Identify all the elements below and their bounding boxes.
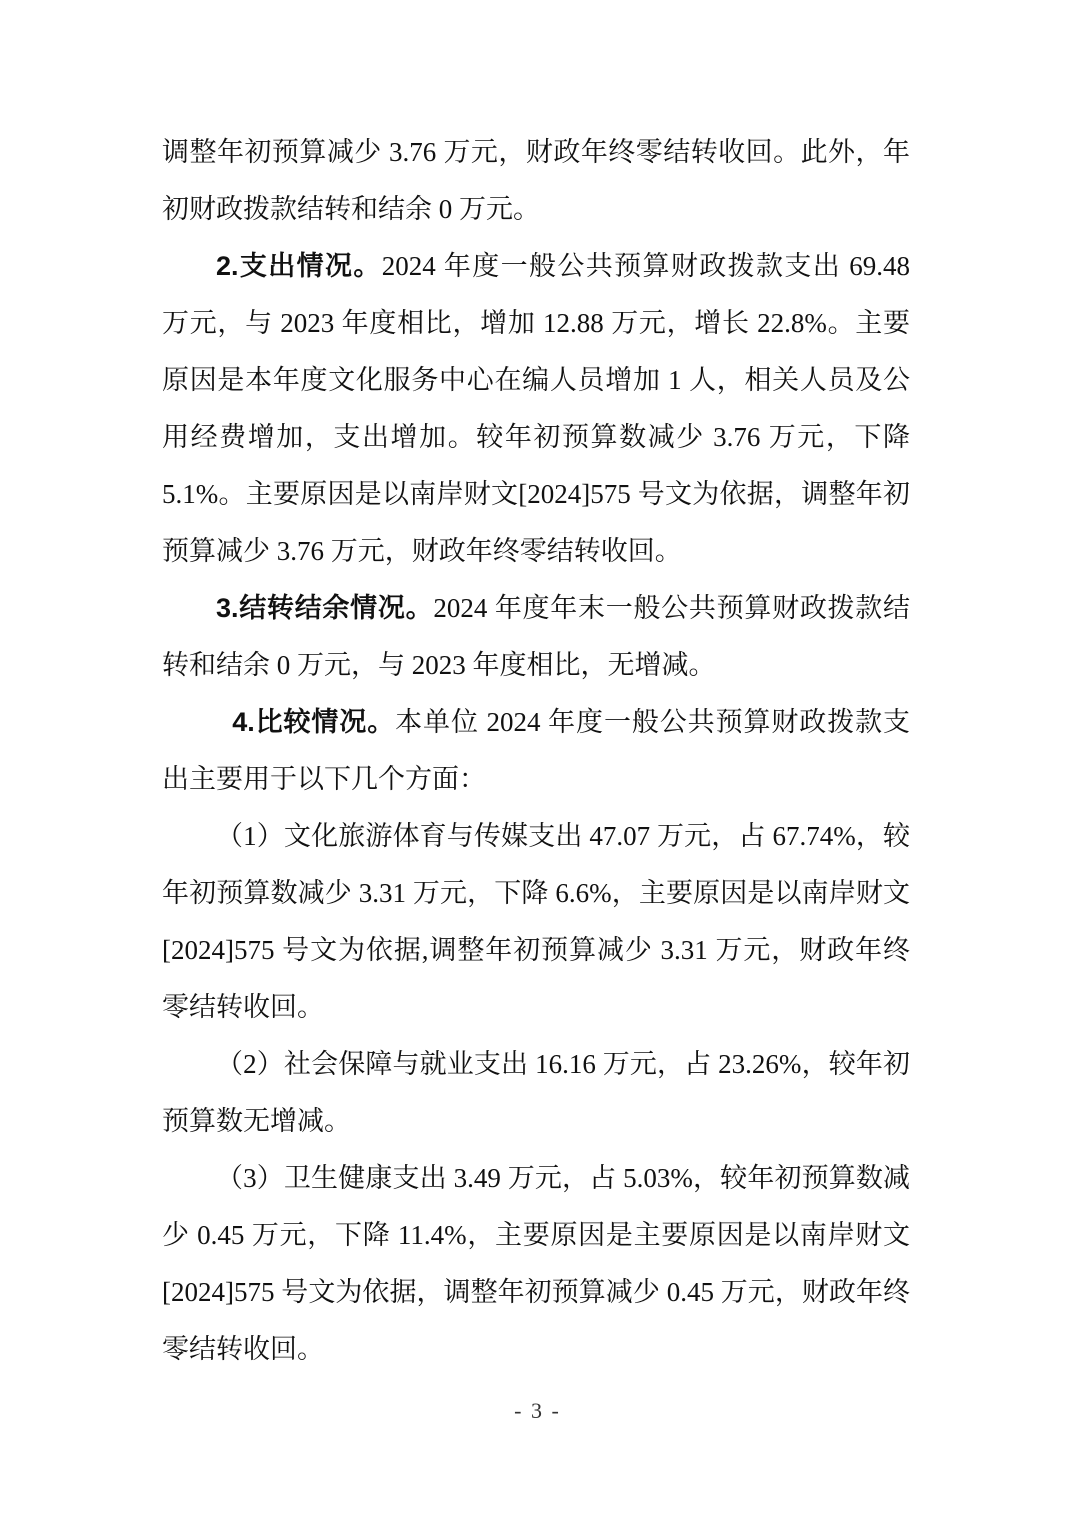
- paragraph-lead-expenditure: 2.支出情况。: [216, 251, 382, 281]
- paragraph-lead-comparison: 4.比较情况。: [232, 707, 396, 737]
- paragraph-text: 2024 年度年末一般公共预算财政拨款结转和结余 0 万元，与 2023 年度相比，无增减。: [162, 593, 910, 680]
- paragraph-item-social-security: [162, 1036, 910, 1150]
- document-body: [162, 124, 910, 1378]
- paragraph-item-culture-tourism: [162, 808, 910, 1036]
- paragraph-text: （1）文化旅游体育与传媒支出 47.07 万元，占 67.74%，较年初预算数减少 3.31 万元，下降 6.6%，主要原因是以南岸财文[2024]575 号文为依据,调整年初预算减少 3.31 万元，财政年终零结转收回。: [162, 821, 910, 1022]
- paragraph-carryover: [162, 580, 910, 694]
- paragraph-lead-carryover: 3.结转结余情况。: [216, 593, 434, 623]
- paragraph-item-health: [162, 1150, 910, 1378]
- paragraph-text: （3）卫生健康支出 3.49 万元，占 5.03%，较年初预算数减少 0.45 万元，下降 11.4%，主要原因是主要原因是以南岸财文[2024]575 号文为依据，调整年初预算减少 0.45 万元，财政年终零结转收回。: [162, 1163, 910, 1364]
- paragraph-text: 本单位 2024 年度一般公共预算财政拨款支出主要用于以下几个方面：: [162, 707, 910, 794]
- paragraph-comparison: [162, 694, 910, 808]
- paragraph-text: 2024 年度一般公共预算财政拨款支出 69.48 万元，与 2023 年度相比，增加 12.88 万元，增长 22.8%。主要原因是本年度文化服务中心在编人员增加 1 人，相关人员及公用经费增加，支出增加。较年初预算数减少 3.76 万元，下降 5.1%。主要原因是以南岸财文[2024]575 号文为依据，调整年初预算减少 3.76 万元，财政年终零结转收回。: [162, 251, 910, 566]
- paragraph-expenditure: [162, 238, 910, 580]
- paragraph-continuation: [162, 124, 910, 238]
- paragraph-text: （2）社会保障与就业支出 16.16 万元，占 23.26%，较年初预算数无增减。: [162, 1049, 910, 1136]
- paragraph-text: 调整年初预算减少 3.76 万元，财政年终零结转收回。此外，年初财政拨款结转和结余 0 万元。: [162, 137, 910, 224]
- page-number: - 3 -: [514, 1398, 561, 1423]
